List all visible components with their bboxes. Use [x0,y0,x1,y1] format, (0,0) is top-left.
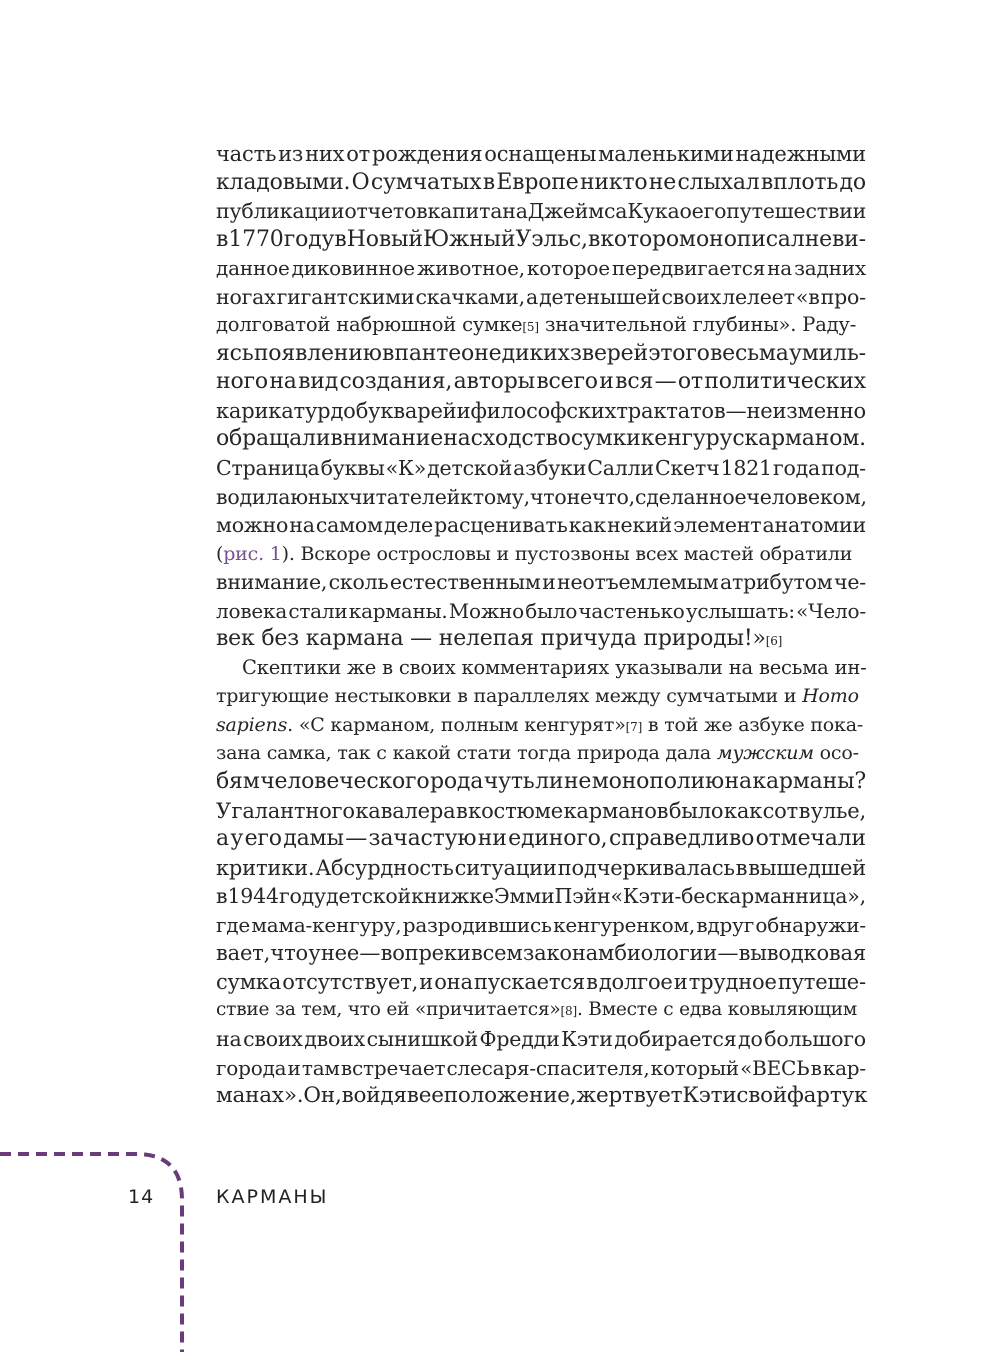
word: «К» [385,456,427,481]
word: 1944 [227,884,279,909]
word: отсутствует, [282,969,419,994]
word: у [308,941,321,966]
word: она [434,969,473,994]
text-line [216,511,866,540]
word: слыхал [677,169,760,195]
word: ли [535,769,564,795]
word: кладовыми. [216,169,351,195]
text-line [216,1025,866,1054]
word: кенгуренком, [553,912,696,937]
word: отчетов [344,199,428,224]
word: Южный [422,226,516,252]
word: до [330,398,356,423]
text-line [216,169,866,198]
word: них [305,142,345,166]
word: мама-кенгуру, [251,912,402,937]
word: публикации [216,199,345,224]
word: в [216,226,229,252]
word: добирается [614,1026,737,1051]
word: выводковая [738,941,866,966]
italic-term: sapiens [216,713,288,736]
word: появлению [253,340,382,366]
word: под- [821,456,866,481]
word: ного [216,369,268,395]
word: с [732,426,745,452]
word: свой [736,1083,788,1109]
word: костюме [468,798,563,823]
word: в [810,1055,822,1080]
word: карикатур [216,398,331,423]
word: из [278,142,304,166]
word: услышать: [685,598,795,623]
word: человеком, [746,484,867,509]
word: года [772,456,821,481]
text-line [216,825,866,854]
text-line [216,597,866,626]
word: единого, [508,826,608,852]
word: азбуки [513,456,587,481]
word: галантного [231,798,355,823]
word: Кэти [682,1083,737,1109]
text-line: Скептики же в своих комментариях указывали на весьма ин- [242,655,867,679]
word: гигантскими [276,284,415,309]
word: животное, [417,256,525,281]
word: надежными [735,142,866,166]
text-line [216,882,866,911]
word: ловека [216,598,288,623]
word: на [767,256,793,281]
word: анатомии [762,513,866,538]
word: вает, [216,941,271,966]
word: большого [764,1026,866,1051]
word: в [456,798,468,823]
word: частенько [578,598,685,623]
word: детской [326,884,412,909]
word: к [460,484,473,509]
word: нечто, [566,484,635,509]
word: дамы [283,826,344,852]
word: ни [477,826,507,852]
word: как [723,798,763,823]
word: данное [216,256,290,281]
word: диковинное [291,256,415,281]
word: в [216,884,228,909]
word: который [650,1055,739,1080]
word: рождения [371,142,483,166]
word: котором [600,226,696,252]
word: ногах [216,284,276,309]
word: буквы [320,456,385,481]
word: своих [661,284,722,309]
text-line [216,1054,866,1083]
word: элемент [673,513,762,538]
word: до [738,1026,763,1051]
word: оснащены [484,142,597,166]
text-line [216,1082,866,1111]
word: сот [762,798,799,823]
text-line: зана самка, так с какой стати тогда природа дала мужским осо- [216,739,866,768]
text-line: ( рис. 1 ). Вскоре острословы и пустозвоны всех мастей обратили [216,540,866,569]
word: отмечали [755,826,866,852]
word: до [839,169,866,195]
word: которое [526,256,610,281]
word: — [359,941,381,966]
word: описал [723,226,805,252]
word: Уэльс, [515,226,588,252]
word: вышедшей [748,855,866,880]
word: «Чело- [796,598,866,623]
word: вид [298,369,339,395]
word: можно [216,513,289,538]
word: чуть [483,769,535,795]
word: тому, [472,484,530,509]
text-line [216,283,866,312]
word: путеше- [777,969,866,994]
text-line [216,968,866,997]
word: фартук [787,1083,868,1109]
word: человеческого [260,769,430,795]
word: карманы? [752,769,866,795]
word: его [244,826,282,852]
word: вплоть [760,169,839,195]
italic-term: мужским [716,742,814,765]
word: нее [320,941,360,966]
word: стали [288,598,348,623]
word: что [529,484,567,509]
word: скачками, [415,284,525,309]
word: в [735,855,748,880]
word: и [287,1055,301,1080]
word: детенышей [539,284,661,309]
word: зверей [569,340,648,366]
word: книжке [411,884,494,909]
word: вопреки [380,941,471,966]
text-line [216,197,866,226]
word: всего [536,369,598,395]
word: двоих [304,1026,365,1051]
text-line [216,768,866,797]
word: у [230,826,244,852]
body-text [216,140,866,1111]
word: лелеет [722,284,795,309]
page-number: 14 [128,1186,155,1208]
word: пантеоне [394,340,502,366]
word: О [351,169,370,195]
word: в [381,340,395,366]
word: сходство [470,426,571,452]
word: на [443,426,471,452]
word: кар- [822,1055,866,1080]
figure-link[interactable]: рис. 1 [223,542,282,565]
word: — [717,941,739,966]
word: встречает [340,1055,446,1080]
word: обращали [216,426,331,452]
word: ясь [216,340,254,366]
word: в [334,226,347,252]
word: города [216,1055,287,1080]
text-line [216,425,866,454]
word: улье, [810,798,866,823]
word: Скетч [654,456,720,481]
text-line [216,911,866,940]
word: внимание, [216,570,328,595]
text-line [216,939,866,968]
word: философских [470,398,617,423]
text-line: тригующие нестыковки в параллелях между сумчатыми и Homo [216,682,866,711]
word: че- [833,570,866,595]
word: вся [615,369,654,395]
word: трактатов [616,398,726,423]
text-line [216,397,866,426]
text-line [216,854,866,883]
text-line [216,226,866,255]
word: в [586,969,598,994]
word: подчеркивалась [557,855,735,880]
word: задних [794,256,866,281]
word: про- [820,284,866,309]
word: на [724,769,752,795]
text-line [216,454,866,483]
word: бям [216,769,260,795]
word: детской [427,456,513,481]
word: 1821 [720,456,772,481]
running-title: КАРМАНЫ [216,1186,329,1208]
word: Страница [216,456,320,481]
word: — [654,369,677,395]
word: году [278,884,326,909]
word: ситуации [454,855,557,880]
word: и [673,969,688,994]
text-line: долговатой набрюшной сумке [5] значительной глубины». Раду- [216,313,857,337]
word: никто [579,169,648,195]
word: сумчатых [370,169,482,195]
word: положение, [443,1083,577,1109]
word: как [568,513,606,538]
text-line [216,797,866,826]
word: что [270,941,308,966]
word: долгое [598,969,673,994]
word: Европе [496,169,579,195]
word: своих [243,1026,303,1051]
word: сделанное [634,484,747,509]
word: слесаря-спасителя, [446,1055,650,1080]
word: юных [290,484,349,509]
word: ее [418,1083,444,1109]
word: 1770 [228,226,284,252]
word: и [419,969,434,994]
text-line: ствие за тем, что ей «причитается» [8] . Вместе с едва ковыляющим [216,999,858,1021]
word: было [525,598,578,623]
word: авторы [453,369,535,395]
italic-term: Homo [802,685,859,708]
word: Пэйн [554,884,611,909]
word: где [216,912,251,937]
word: войдя [341,1083,407,1109]
text-line [216,483,866,512]
word: сынишкой [366,1026,478,1051]
word: «ВЕСЬ [740,1055,810,1080]
word: весьма [709,340,789,366]
word: часть [216,142,277,166]
word: Абсурдность [315,855,454,880]
word: этого [648,340,710,366]
word: трудное [688,969,777,994]
text-line [216,340,866,369]
word: зачастую [368,826,477,852]
word: рода [429,769,484,795]
word: сколь [328,570,389,595]
word: манах». [216,1083,304,1109]
word: вдруг [696,912,754,937]
word: сумки [570,426,641,452]
word: и [599,369,614,395]
word: деле [383,513,433,538]
word: кенгуру [640,426,733,452]
word: атрибутом [719,570,833,595]
word: Эмми [493,884,555,909]
word: Кука [627,199,680,224]
word: от [677,369,703,395]
word: Новый [346,226,423,252]
word: биологии [614,941,718,966]
word: маленькими [598,142,734,166]
word: Салли [587,456,654,481]
word: монополию [591,769,724,795]
text-line [216,140,866,169]
word: а [526,284,539,309]
word: — [345,826,368,852]
word: не [648,169,677,195]
word: Кэти [561,1026,613,1051]
word: разродившись [402,912,552,937]
word: букварей [355,398,457,423]
word: Джеймса [527,199,628,224]
word: неви- [804,226,866,252]
text-line: век без кармана — нелепая причуда природы!» [6] [216,626,783,652]
word: сумка [216,969,282,994]
word: было [668,798,724,823]
word: на [269,369,297,395]
word: неизменно [746,398,866,423]
word: кавалера [355,798,456,823]
word: там [301,1055,340,1080]
word: жертвует [576,1083,683,1109]
word: на [289,513,315,538]
word: диких [501,340,570,366]
word: в [588,226,601,252]
word: расценивать [434,513,568,538]
word: Фредди [479,1026,560,1051]
word: умиль- [788,340,866,366]
word: карманом. [744,426,866,452]
word: в [482,169,495,195]
word: некий [607,513,672,538]
word: от [346,142,371,166]
word: не [563,769,592,795]
word: обнаружи- [755,912,866,937]
word: а [216,826,229,852]
word: — [725,398,747,423]
word: самом [315,513,383,538]
word: внимание [330,426,444,452]
word: о [679,199,692,224]
word: в [406,1083,419,1109]
word: всем [470,941,523,966]
word: он [696,226,724,252]
word: в [798,798,811,823]
word: пускается [473,969,585,994]
word: законам [522,941,615,966]
word: Можно [448,598,525,623]
text-line: sapiens . «С карманом, полным кенгурят» [7] в той же азбуке пока- [216,711,866,740]
word: справедливо [608,826,755,852]
word: и [542,570,556,595]
word: на [216,1026,242,1051]
word: Он, [303,1083,342,1109]
word: «в [795,284,820,309]
dashed-corner-frame [0,1152,186,1352]
text-line [216,568,866,597]
word: капитана [427,199,528,224]
word: неотъемлемым [556,570,719,595]
word: его [691,199,727,224]
text-line [216,254,866,283]
word: естественным [389,570,541,595]
word: и [456,398,471,423]
word: У [216,798,231,823]
word: путешествии [726,199,867,224]
word: году [283,226,335,252]
word: карманов [563,798,669,823]
word: создания, [339,369,453,395]
word: водила [216,484,291,509]
word: читателей [348,484,461,509]
word: передвигается [611,256,766,281]
word: политических [704,369,866,395]
word: «Кэти-бескарманница», [610,884,866,909]
word: карманы. [348,598,448,623]
word: критики. [216,855,315,880]
text-line [216,368,866,397]
